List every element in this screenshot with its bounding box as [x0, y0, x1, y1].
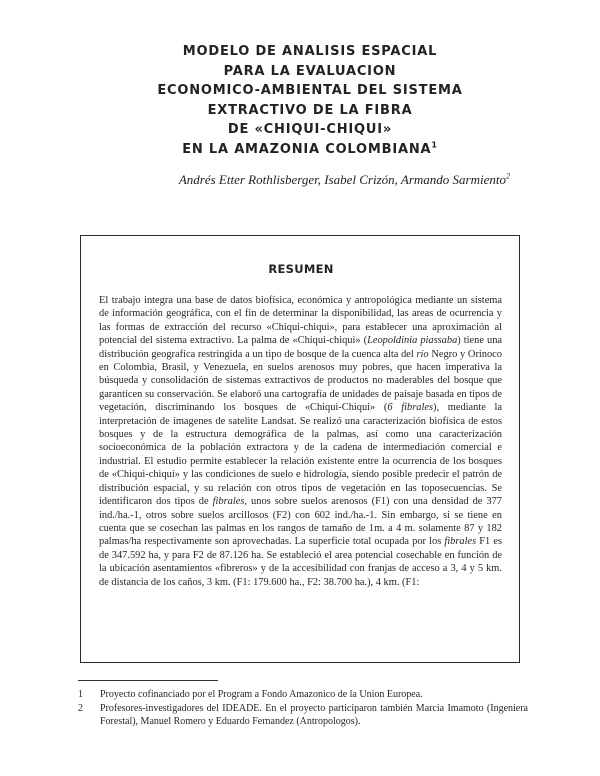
title-line-last — [100, 140, 520, 160]
abstract-segment: F1 es de 347.592 ha, y para F2 de 87.126 ha. Se estableció el area potencial cosechable en función de la ubicación asentamientos «fibreros» y de la accesibilidad con franjas de acceso a 3, 4 y 5 km. de distancia de los caños, 3 km. (F1: 179.600 ha., F2: 38.700 ha.), 4 km. (F1: — [99, 536, 502, 588]
abstract-italic: fibrales — [444, 536, 477, 548]
title-footnote-ref: 1 — [431, 140, 438, 150]
footnote — [78, 702, 528, 728]
abstract-segment: Negro y Orinoco en Colombia, Brasil, y Venezuela, en suelos arenosos muy pobres, que hacen imperativa la búsqueda y consolidación de sistemas extractivos de productos no maderables del bosque que garanticen su conservación. Se elaboró una cartografía de unidades de paisaje basada en tipos de vegetación, discriminando los bosques de «Chiqui-Chiqui» ( — [99, 348, 502, 414]
abstract-heading: RESUMEN — [268, 262, 334, 276]
footnote — [78, 688, 528, 701]
paper-title — [100, 42, 520, 159]
abstract-italic: fibrales — [212, 496, 245, 508]
author-line — [100, 172, 510, 188]
abstract-segment: , unos sobre suelos arenosos (F1) con una densidad de 377 ind./ha.-1, otros sobre suelos arcillosos (F2) con 602 ind./ha.-1. Sin embargo, si se tiene en cuenta que se cosechan las palmas en los rangos de tamaño de 1m. a 4 m. solamente 87 y 182 palmas/ha respectivamente son aprovechadas. La superficie total ocupada por los — [99, 496, 502, 548]
title-line: ECONOMICO-AMBIENTAL DEL SISTEMA — [157, 83, 463, 98]
abstract-italic: 6 fibrales — [387, 402, 434, 414]
abstract-segment: ), mediante la interpretación de imagenes de satelite Landsat. Se realizó una caracterización biofísica de estos bosques y de la estructura demográfica de la palmas, así como una caracterización socioeconómica de la población extractora y de la cadena de intermediación comercial e industrial. El estudio permite establecer la relación existente entre la ocurrencia de los bosques de «Chiqui-chiqui» y las condiciones de suelo e hidrología, siendo posible predecir el patrón de distribución espacial, y su relación con otros tipos de vegetación en las toposecuencias. Se identificaron dos tipos de — [99, 402, 502, 508]
footnote-text: Profesores-investigadores del IDEADE. En el proyecto participaron también Marcia Imamoto (Ingeniera Forestal), Manuel Romero y Eduardo Fernandez (Antropologos). — [100, 703, 528, 727]
footnote-text: Proyecto cofinanciado por el Program a Fondo Amazonico de la Union Europea. — [100, 689, 423, 700]
abstract-italic: río — [416, 348, 429, 360]
author-footnote-ref: 2 — [506, 171, 510, 181]
species-name: Leopoldinia piassaba — [367, 335, 458, 347]
abstract-segment: ) tiene una distribución geografica restringida a un tipo de bosque de la cuenca alta del — [99, 335, 502, 360]
title-line: MODELO DE ANALISIS ESPACIAL — [182, 44, 438, 59]
title-line: PARA LA EVALUACION — [223, 63, 397, 79]
title-line: DE «CHIQUI-CHIQUI» — [227, 122, 393, 137]
abstract-segment: El trabajo integra una base de datos biofísica, económica y antropológica mediante un sistema de información geográfica, con el fin de determinar la disponibilidad, las areas de ocurrencia y las formas de extracción del recurso «Chiqui-chiqui», para establecer una aproximación al potencial del sistema extractivo. La palma de «Chiqui-chiqui» ( — [99, 295, 502, 347]
title-line: EXTRACTIVO DE LA FIBRA — [207, 102, 413, 118]
footnote-divider — [78, 680, 218, 681]
footnote-number: 2 — [78, 703, 83, 714]
footnote-number: 1 — [78, 689, 83, 700]
footnotes — [78, 688, 528, 729]
abstract-body — [99, 294, 502, 589]
title-line-text: EN LA AMAZONIA COLOMBIANA — [182, 141, 432, 157]
abstract-box — [80, 235, 520, 663]
author-names: Andrés Etter Rothlisberger, Isabel Crizón, Armando Sarmiento — [178, 172, 506, 187]
